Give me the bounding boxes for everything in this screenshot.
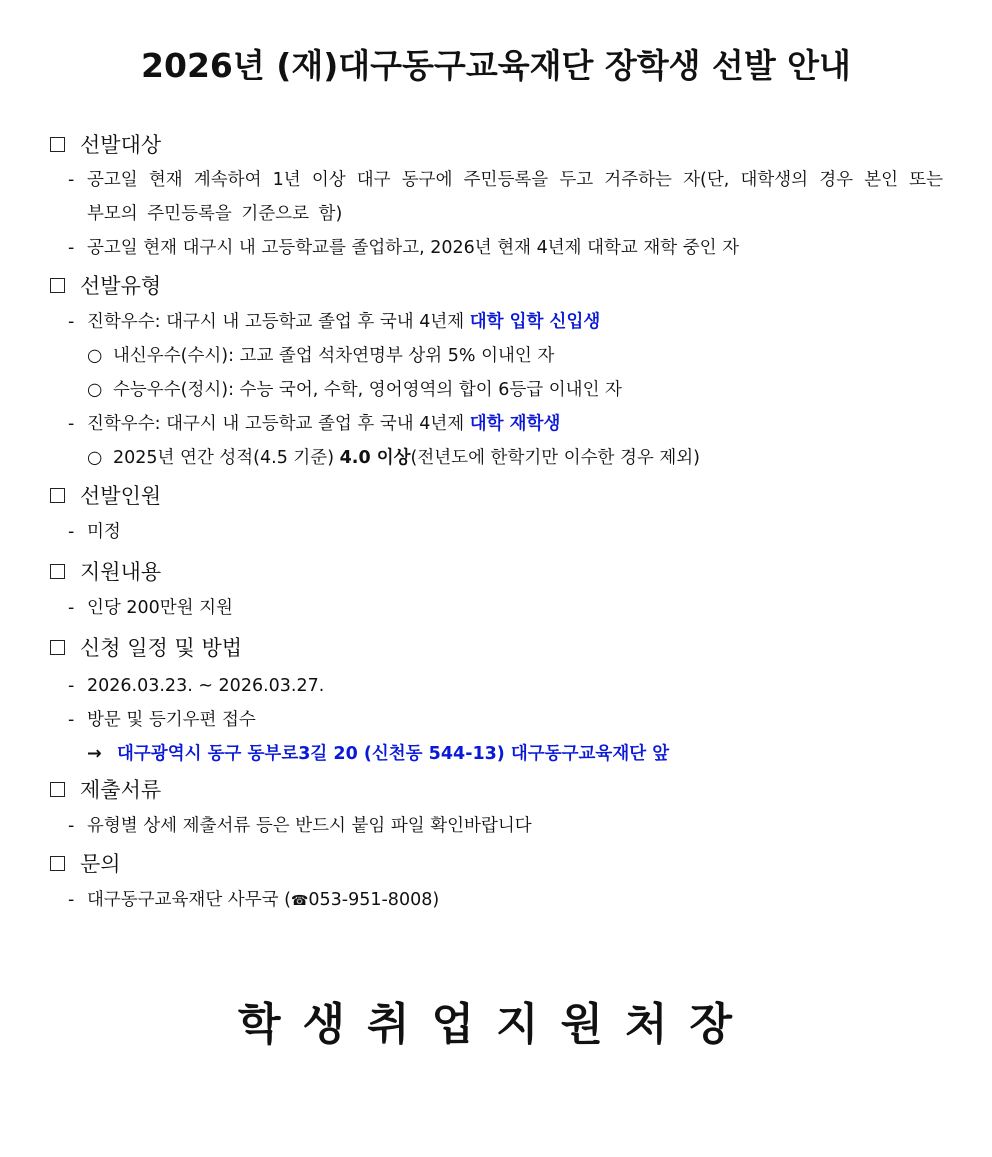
page-title: 2026년 (재)대구동구교육재단 장학생 선발 안내: [141, 46, 851, 85]
issuer-signature: 학생취업지원처장: [237, 999, 755, 1050]
dash-marker: -: [68, 170, 75, 190]
list-item-text: 방문 및 등기우편 접수: [87, 710, 256, 730]
address-text: 대구광역시 동구 동부로3길 20 (신천동 544-13) 대구동구교육재단 앞: [117, 744, 670, 764]
checkbox-square-icon: [50, 856, 65, 871]
list-item: [48, 162, 948, 231]
section-heading-label: 신청 일정 및 방법: [80, 636, 243, 660]
circle-bullet-icon: ○: [87, 380, 103, 400]
section-heading: [48, 126, 948, 162]
list-item-text: 인당 200만원 지원: [87, 598, 233, 618]
section-heading-label: 선발인원: [80, 484, 162, 508]
circle-bullet-icon: ○: [87, 448, 103, 468]
section-heading-label: 선발대상: [80, 133, 162, 157]
section-heading: [48, 553, 948, 589]
phone-icon: ☎: [290, 893, 309, 909]
section-heading: [48, 771, 948, 807]
list-item: [48, 407, 948, 441]
dash-marker: -: [68, 676, 75, 696]
sub-item-text: 2025년 연간 성적(4.5 기준): [113, 448, 335, 468]
checkbox-square-icon: [50, 278, 65, 293]
checkbox-square-icon: [50, 640, 65, 655]
contact-text: 대구동구교육재단 사무국 (: [87, 890, 291, 910]
list-item: [48, 883, 948, 918]
list-item-text: 미정: [87, 522, 121, 542]
list-item-text: 진학우수: 대구시 내 고등학교 졸업 후 국내 4년제: [87, 312, 465, 332]
section-heading: [48, 845, 948, 881]
dash-marker: -: [68, 598, 75, 618]
dash-marker: -: [68, 816, 75, 836]
list-item: [48, 809, 948, 843]
section-heading-label: 선발유형: [80, 274, 162, 298]
dash-marker: -: [68, 522, 75, 542]
list-item-text: 공고일 현재 대구시 내 고등학교를 졸업하고, 2026년 현재 4년제 대학교 재학 중인 자: [87, 238, 740, 258]
section-heading-label: 제출서류: [80, 778, 162, 802]
list-item-text: 2026.03.23. ~ 2026.03.27.: [87, 676, 325, 696]
section-eligibility: [48, 126, 948, 265]
section-documents: [48, 771, 948, 843]
address-line: [48, 737, 948, 771]
section-selection-type: [48, 267, 948, 475]
list-item: [48, 591, 948, 625]
section-application: [48, 629, 948, 771]
section-heading-label: 문의: [80, 852, 121, 876]
list-item: [48, 703, 948, 737]
checkbox-square-icon: [50, 564, 65, 579]
sub-item: [48, 373, 948, 407]
highlight-text: 대학 입학 신입생: [469, 312, 601, 332]
list-item: [48, 669, 948, 703]
checkbox-square-icon: [50, 488, 65, 503]
dash-marker: -: [68, 890, 75, 910]
section-inquiry: [48, 845, 948, 918]
list-item-text: 유형별 상세 제출서류 등은 반드시 붙임 파일 확인바랍니다: [87, 816, 532, 836]
sub-item-text: 수능우수(정시): 수능 국어, 수학, 영어영역의 합이 6등급 이내인 자: [113, 380, 622, 400]
section-heading: [48, 477, 948, 513]
dash-marker: -: [68, 710, 75, 730]
list-item: [48, 305, 948, 339]
sub-item-text: (전년도에 한학기만 이수한 경우 제외): [410, 448, 701, 468]
sub-item-text: 내신우수(수시): 고교 졸업 석차연명부 상위 5% 이내인 자: [113, 346, 555, 366]
list-item: [48, 231, 948, 265]
notice-body: [48, 126, 948, 918]
checkbox-square-icon: [50, 782, 65, 797]
highlight-text: 대학 재학생: [469, 414, 561, 434]
section-heading: [48, 629, 948, 665]
checkbox-square-icon: [50, 137, 65, 152]
bold-text: 4.0 이상: [339, 448, 411, 468]
section-heading-label: 지원내용: [80, 560, 162, 584]
dash-marker: -: [68, 238, 75, 258]
list-item-text: 공고일 현재 계속하여 1년 이상 대구 동구에 주민등록을 두고 거주하는 자(단, 대학생의 경우 본인 또는 부모의 주민등록을 기준으로 함): [87, 170, 943, 224]
sub-item: [48, 441, 948, 475]
section-support: [48, 553, 948, 625]
dash-marker: -: [68, 312, 75, 332]
section-heading: [48, 267, 948, 303]
section-headcount: [48, 477, 948, 549]
contact-phone: 053-951-8008: [308, 890, 433, 910]
sub-item: [48, 339, 948, 373]
circle-bullet-icon: ○: [87, 346, 103, 366]
dash-marker: -: [68, 414, 75, 434]
contact-text: ): [432, 890, 440, 910]
arrow-right-icon: →: [87, 744, 102, 764]
list-item: [48, 515, 948, 549]
list-item-text: 진학우수: 대구시 내 고등학교 졸업 후 국내 4년제: [87, 414, 465, 434]
